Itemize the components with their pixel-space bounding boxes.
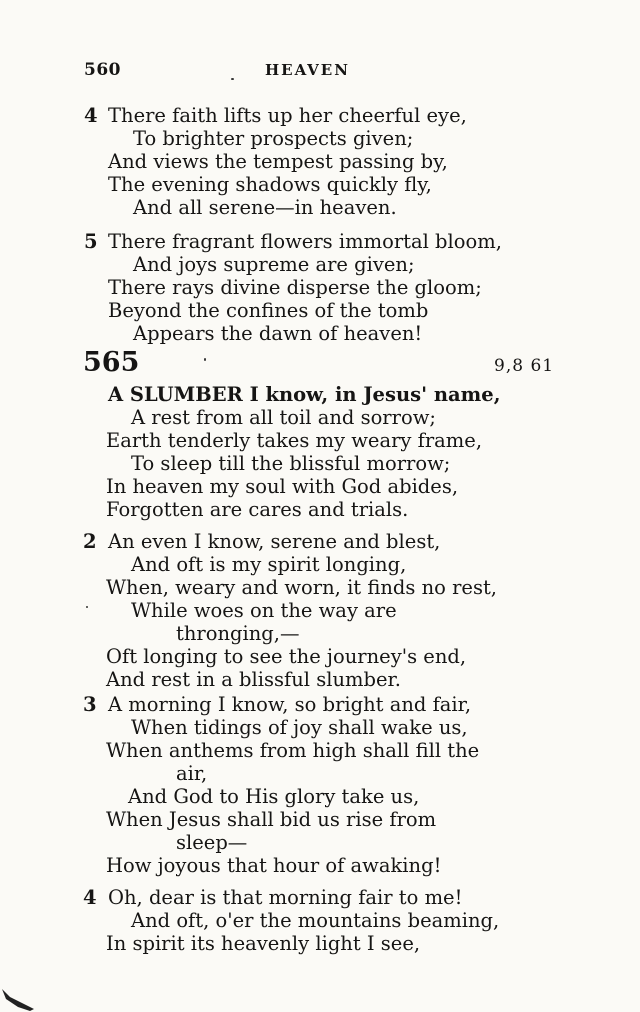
verse-line: When, weary and worn, it finds no rest, [106,576,497,599]
verse-line: Forgotten are cares and trials. [106,498,409,521]
verse-line: And God to His glory take us, [128,785,420,808]
verse-line: In spirit its heavenly light I see, [106,932,421,955]
verse-line: When tidings of joy shall wake us, [131,716,468,739]
stanza-number: 3 [83,693,97,716]
verse-line: A SLUMBER I know, in Jesus' name, [108,383,501,406]
verse-line: sleep— [176,831,248,854]
verse-line: When anthems from high shall fill the [106,739,480,762]
verse-line: A rest from all toil and sorrow; [131,406,436,429]
running-title: HEAVEN [265,61,350,79]
verse-line: There rays divine disperse the gloom; [108,276,482,299]
verse-line: The evening shadows quickly fly, [108,173,432,196]
stanza-number: 2 [83,530,97,553]
stanza-number: 5 [84,230,98,253]
verse-line: And oft, o'er the mountains beaming, [131,909,500,932]
verse-line: There fragrant flowers immortal bloom, [108,230,502,253]
verse-line: air, [176,762,208,785]
stanza-number: 4 [84,104,98,127]
verse-line: In heaven my soul with God abides, [106,475,459,498]
page-number: 560 [84,60,121,80]
verse-line: And oft is my spirit longing, [131,553,407,576]
verse-line: thronging,— [176,622,300,645]
verse-line: Oh, dear is that morning fair to me! [108,886,463,909]
verse-line: And all serene—in heaven. [133,196,397,219]
verse-line: And rest in a blissful slumber. [106,668,401,691]
scan-speck [204,358,206,361]
verse-line: A morning I know, so bright and fair, [108,693,472,716]
verse-line: When Jesus shall bid us rise from [106,808,437,831]
verse-line: To brighter prospects given; [133,127,414,150]
verse-line: To sleep till the blissful morrow; [131,452,451,475]
hymn-meter: 9,8 61 [494,356,555,376]
verse-line: There faith lifts up her cheerful eye, [108,104,467,127]
hymn-number: 565 [83,347,140,378]
verse-line: And joys supreme are given; [133,253,415,276]
scan-corner-mark [0,985,40,1012]
scan-speck [86,606,88,608]
verse-line: An even I know, serene and blest, [108,530,441,553]
verse-line: While woes on the way are [131,599,397,622]
verse-line: How joyous that hour of awaking! [106,854,442,877]
stanza-number: 4 [83,886,97,909]
verse-line: Oft longing to see the journey's end, [106,645,467,668]
verse-line: Earth tenderly takes my weary frame, [106,429,483,452]
scan-speck [231,78,234,80]
verse-line: Appears the dawn of heaven! [133,322,423,345]
verse-line: Beyond the confines of the tomb [108,299,429,322]
verse-line: And views the tempest passing by, [108,150,448,173]
